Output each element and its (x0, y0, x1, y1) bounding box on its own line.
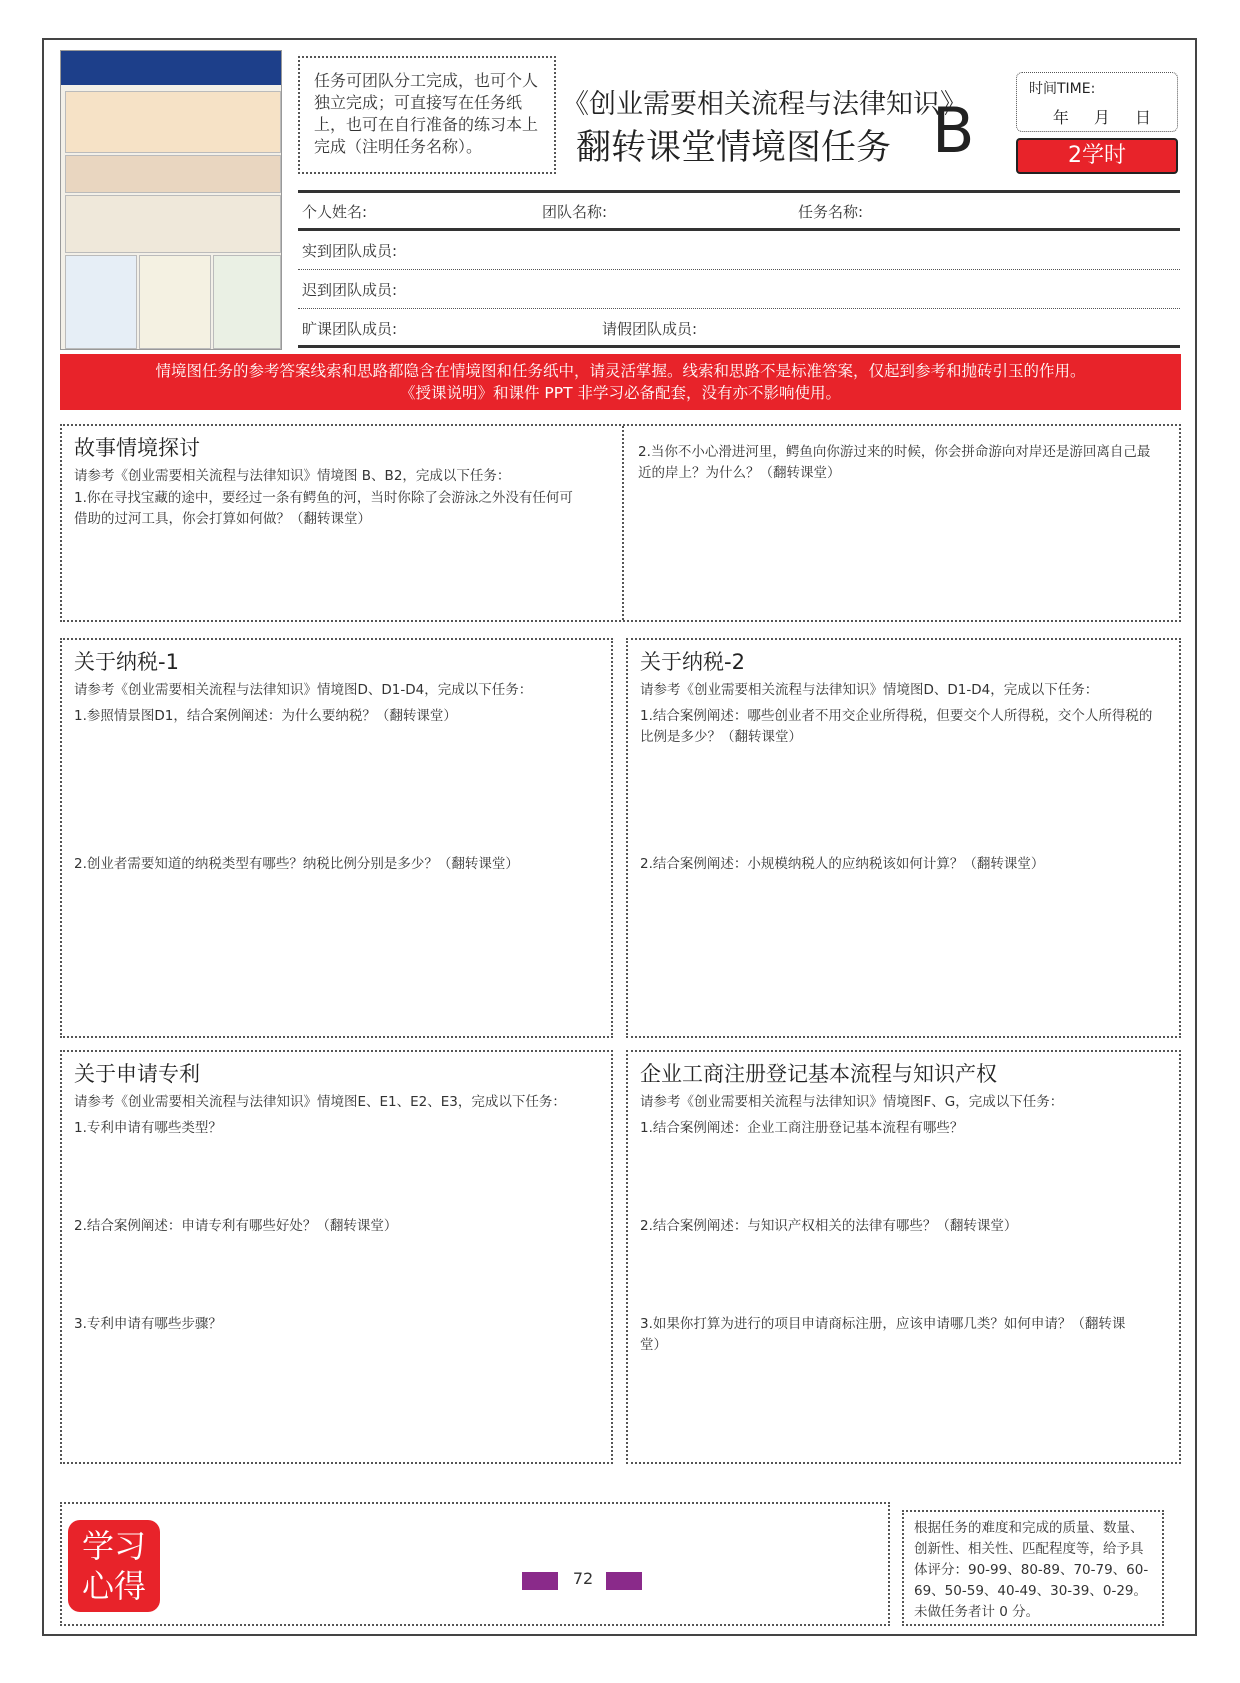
reflection-box[interactable] (60, 1502, 890, 1626)
name-label: 个人姓名: (302, 203, 368, 221)
tax-1-reference: 请参考《创业需要相关流程与法律知识》情境图D、D1-D4，完成以下任务： (74, 682, 533, 698)
registration-question-2: 2.结合案例阐述：与知识产权相关的法律有哪些？（翻转课堂） (640, 1218, 1018, 1234)
patent-section (60, 1050, 613, 1464)
registration-title: 企业工商注册登记基本流程与知识产权 (640, 1062, 997, 1086)
tax-2-reference: 请参考《创业需要相关流程与法律知识》情境图D、D1-D4，完成以下任务： (640, 682, 1099, 698)
patent-question-3: 3.专利申请有哪些步骤？ (74, 1316, 222, 1332)
tax-1-section (60, 638, 613, 1038)
story-section (60, 424, 1181, 622)
thumbnail-panel-a (65, 91, 281, 153)
present-label: 实到团队成员: (302, 242, 398, 260)
form-row-late[interactable] (298, 271, 1180, 309)
time-label: 时间TIME: (1029, 81, 1096, 97)
registration-section (626, 1050, 1181, 1464)
team-label: 团队名称: (542, 203, 608, 221)
banner-line-2: 《授课说明》和课件 PPT 非学习必备配套，没有亦不影响使用。 (399, 384, 842, 402)
form-row-present[interactable] (298, 232, 1180, 270)
notice-banner (60, 354, 1181, 410)
tax-2-question-1: 1.结合案例阐述：哪些创业者不用交企业所得税，但要交个人所得税，交个人所得税的比例是多少？（翻转课堂） (640, 708, 1153, 745)
thumbnail-panel-f (213, 255, 281, 349)
worksheet-page (42, 38, 1197, 1636)
task-notice: 任务可团队分工完成，也可个人独立完成；可直接写在任务纸上，也可在自行准备的练习本上完成（注明任务名称）。 (298, 56, 556, 174)
tax-1-question-1: 1.参照情景图D1，结合案例阐述：为什么要纳税？（翻转课堂） (74, 708, 457, 724)
worksheet-letter: B (932, 94, 975, 167)
page-number-footer (522, 1568, 642, 1592)
reflection-badge-line-1: 学习 (81, 1527, 146, 1565)
tax-1-question-2: 2.创业者需要知道的纳税类型有哪些？纳税比例分别是多少？（翻转课堂） (74, 856, 519, 872)
patent-title: 关于申请专利 (74, 1062, 200, 1086)
thumbnail-panel-c (65, 195, 281, 253)
story-reference: 请参考《创业需要相关流程与法律知识》情境图 B、B2，完成以下任务： (74, 468, 511, 484)
registration-question-1: 1.结合案例阐述：企业工商注册登记基本流程有哪些？ (640, 1120, 964, 1136)
pager-bar-right (606, 1572, 642, 1590)
form-row-absent[interactable] (298, 310, 1180, 348)
story-title: 故事情境探讨 (74, 436, 200, 460)
hours-badge: 2学时 (1016, 138, 1178, 174)
registration-reference: 请参考《创业需要相关流程与法律知识》情境图F、G，完成以下任务： (640, 1094, 1064, 1110)
story-question-1: 1.你在寻找宝藏的途中，要经过一条有鳄鱼的河，当时你除了会游泳之外没有任何可借助的过河工具，你会打算如何做？（翻转课堂） (74, 490, 573, 527)
worksheet-title: 翻转课堂情境图任务 (576, 128, 892, 168)
story-divider (622, 426, 624, 620)
registration-question-3: 3.如果你打算为进行的项目申请商标注册，应该申请哪几类？如何申请？（翻转课堂） (640, 1316, 1126, 1353)
course-title: 《创业需要相关流程与法律知识》 (562, 89, 967, 120)
patent-question-1: 1.专利申请有哪些类型？ (74, 1120, 222, 1136)
thumbnail-panel-e (139, 255, 211, 349)
scoring-note: 根据任务的难度和完成的质量、数量、创新性、相关性、匹配程度等，给予具体评分：90-99、80-89、70-79、60-69、50-59、40-49、30-39、0-29。未做任务者计 0 分。 (902, 1510, 1164, 1626)
date-box[interactable] (1016, 72, 1178, 132)
thumbnail-panel-b (65, 155, 281, 193)
leave-label: 请假团队成员: (602, 320, 698, 338)
banner-line-1: 情境图任务的参考答案线索和思路都隐含在情境图和任务纸中，请灵活掌握。线索和思路不是标准答案，仅起到参考和抛砖引玉的作用。 (155, 362, 1086, 380)
tax-2-question-2: 2.结合案例阐述：小规模纳税人的应纳税该如何计算？（翻转课堂） (640, 856, 1045, 872)
reflection-badge-line-2: 心得 (81, 1567, 146, 1605)
patent-question-2: 2.结合案例阐述：申请专利有哪些好处？（翻转课堂） (74, 1218, 398, 1234)
date-units: 年 月 日 (1052, 108, 1161, 127)
page-number: 72 (572, 1569, 594, 1588)
late-label: 迟到团队成员: (302, 281, 398, 299)
form-row-names[interactable] (298, 193, 1180, 231)
task-label: 任务名称: (798, 203, 864, 221)
tax-1-title: 关于纳税-1 (74, 650, 179, 674)
story-question-2: 2.当你不小心滑进河里，鳄鱼向你游过来的时候，你会拼命游向对岸还是游回离自己最近的岸上？为什么？（翻转课堂） (638, 444, 1151, 481)
tax-2-section (626, 638, 1181, 1038)
patent-reference: 请参考《创业需要相关流程与法律知识》情境图E、E1、E2、E3，完成以下任务： (74, 1094, 566, 1110)
reflection-badge (68, 1520, 160, 1612)
pager-bar-left (522, 1572, 558, 1590)
thumbnail-header (61, 51, 281, 85)
absent-label: 旷课团队成员: (302, 320, 398, 338)
tax-2-title: 关于纳税-2 (640, 650, 745, 674)
scenario-thumbnail-image (60, 50, 282, 350)
thumbnail-panel-d (65, 255, 137, 349)
